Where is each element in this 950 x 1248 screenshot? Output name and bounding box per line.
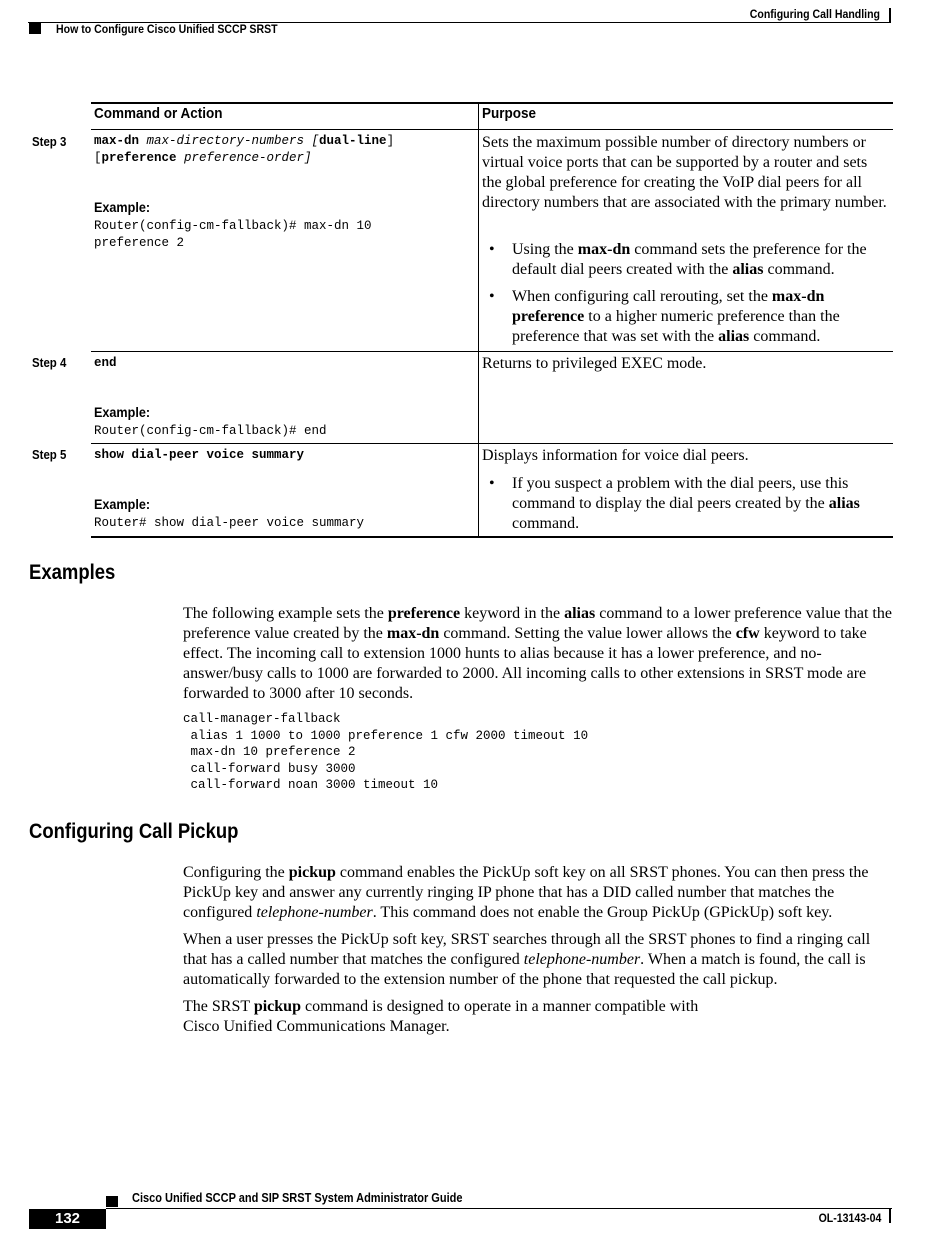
header-bar	[889, 8, 891, 23]
table-bottom-rule	[91, 536, 893, 538]
bullet-icon: •	[489, 475, 495, 492]
guide-title: Cisco Unified SCCP and SIP SRST System Administrator Guide	[132, 1191, 463, 1205]
page-number: 132	[29, 1209, 106, 1229]
purpose-text: Sets the maximum possible number of directory numbers or virtual voice ports that can be supported by a router and sets the global preference for creating the VoIP dial peers for all directory numbers that are associated with the primary number.	[482, 134, 887, 211]
step-label: Step 3	[32, 134, 67, 149]
section-title: How to Configure Cisco Unified SCCP SRST	[56, 22, 278, 36]
footer-square-icon	[106, 1196, 118, 1207]
command-syntax: end	[94, 356, 117, 370]
purpose-text: Displays information for voice dial peers.	[482, 447, 749, 464]
table-row-rule	[91, 443, 893, 444]
header-square-icon	[29, 23, 41, 34]
example-label: Example:	[94, 199, 151, 215]
example-label: Example:	[94, 496, 151, 512]
purpose-text: Returns to privileged EXEC mode.	[482, 355, 707, 372]
table-row-rule	[91, 351, 893, 352]
call-pickup-heading: Configuring Call Pickup	[29, 820, 239, 843]
table-column-divider	[478, 102, 479, 538]
column-header-command: Command or Action	[94, 105, 223, 122]
pickup-paragraph-2: When a user presses the PickUp soft key, SRST searches through all the SRST phones to find a ringing call that has a called number that matches the configured telephone-number. When a match is found, the call is automatically forwarded to the extension number of the phone that requested the call pickup.	[183, 931, 871, 988]
table-header-rule	[91, 129, 893, 130]
column-header-purpose: Purpose	[482, 105, 537, 122]
example-code: Router(config-cm-fallback)# end	[94, 424, 327, 438]
footer-bar	[889, 1209, 891, 1223]
step-label: Step 4	[32, 355, 67, 370]
command-syntax: show dial-peer voice summary	[94, 448, 305, 462]
pickup-paragraph-3: The SRST pickup command is designed to operate in a manner compatible with Cisco Unified Communications Manager.	[183, 998, 699, 1035]
table-top-rule	[91, 102, 893, 104]
command-syntax: max-dn max-directory-numbers [dual-line] [preference preference-order]	[94, 134, 395, 165]
pickup-paragraph-1: Configuring the pickup command enables the PickUp soft key on all SRST phones. You can then press the PickUp key and answer any currently ringing IP phone that has a DID called number that matches the configured telephone-number. This command does not enable the Group PickUp (GPickUp) soft key.	[183, 864, 869, 921]
example-config-code: call-manager-fallback alias 1 1000 to 1000 preference 1 cfw 2000 timeout 10 max-dn 10 preference 2 call-forward busy 3000 call-forward noan 3000 timeout 10	[183, 712, 589, 792]
example-code: Router# show dial-peer voice summary	[94, 516, 365, 530]
examples-heading: Examples	[29, 561, 116, 584]
step-label: Step 5	[32, 447, 67, 462]
bullet-icon: •	[489, 241, 495, 258]
chapter-title: Configuring Call Handling	[749, 7, 880, 21]
examples-paragraph: The following example sets the preference keyword in the alias command to a lower preference value that the preference value created by the max-dn command. Setting the value lower allows the cfw keyword to take effect. The incoming call to extension 1000 hunts to alias because it has a lower preference, and no-answer/busy calls to 1000 are forwarded to 2000. All incoming calls to other extensions in SRST mode are forwarded to 3000 after 10 seconds.	[183, 605, 892, 702]
document-number: OL-13143-04	[818, 1211, 881, 1225]
example-label: Example:	[94, 404, 151, 420]
example-code: Router(config-cm-fallback)# max-dn 10 preference 2	[94, 219, 372, 250]
bullet-icon: •	[489, 288, 495, 305]
footer-rule	[106, 1208, 892, 1209]
